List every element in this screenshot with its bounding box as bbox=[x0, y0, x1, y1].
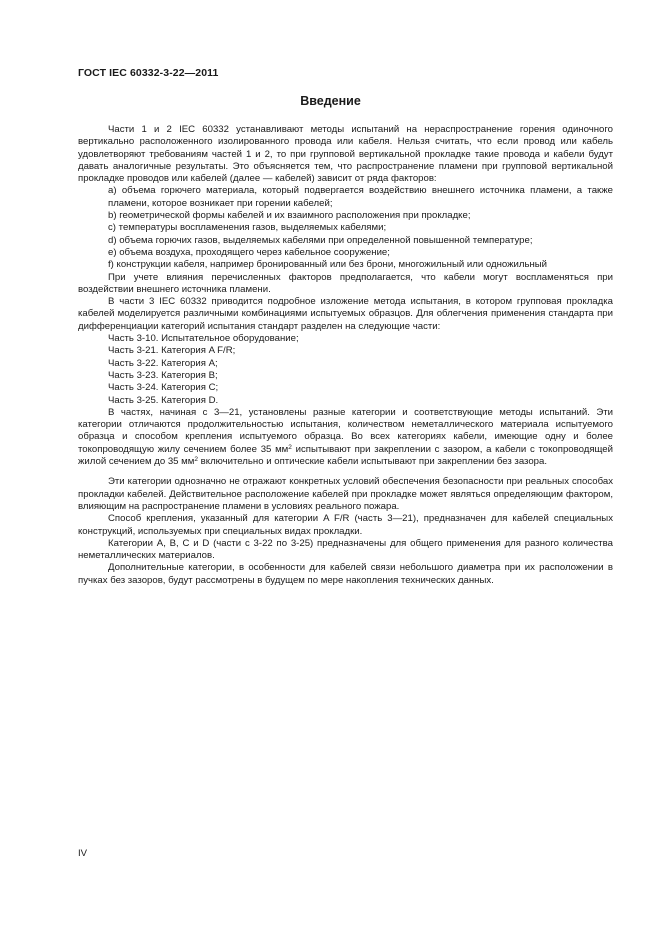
part-item-3-23: Часть 3-23. Категория В; bbox=[108, 369, 218, 381]
paragraph-intro: Части 1 и 2 IEC 60332 устанавливают методы испытаний на нераспространение горения одиночного вертикально расположенного изолированного провода или кабеля. Нельзя считать, что если провод или кабель удовлетворяют требованиям частей 1 и 2, то при групповой вертикальной прокладке такие провода и кабели будут давать аналогичные результаты. Это объясняется тем, что распространение пламени при групповой вертикальной прокладке проводов или кабелей (далее — кабелей) зависит от ряда факторов: bbox=[78, 124, 613, 185]
paragraph-additional: Дополнительные категории, в особенности для кабелей связи небольшого диаметра при их расположении в пучках без зазоров, будут рассмотрены в будущем по мере накопления технических данных. bbox=[78, 562, 613, 586]
factor-item-f: f) конструкции кабеля, например бронированный или без брони, многожильный или одножильный bbox=[108, 259, 548, 271]
part-item-3-24: Часть 3-24. Категория С; bbox=[108, 382, 219, 394]
categories-text-b: испытывают при закреплении с зазором, а кабели с токопроводящей жилой сечением до 35 мм bbox=[78, 443, 614, 468]
paragraph-fixing-method: Способ крепления, указанный для категории A F/R (часть 3—21), предназначен для кабелей специальных конструкций, используемых при специальных видах прокладки. bbox=[78, 513, 613, 537]
categories-text-a: В частях, начиная с 3—21, установлены разные категории и соответствующие методы испытаний. Эти категории отличаются продолжительностью испытания, количеством неметаллического материала испытуемого образца и способом крепления испытуемого образца. Во всех категориях кабели, имеющие одну и более токопроводящую жилу сечением более 35 мм bbox=[78, 406, 613, 455]
categories-text-c: включительно и оптические кабели испытывают при закреплении без зазора. bbox=[198, 456, 548, 468]
page-number: IV bbox=[78, 848, 88, 859]
factor-item-d: d) объема горючих газов, выделяемых кабелями при определенной повышенной температуре; bbox=[108, 234, 533, 246]
part-item-3-25: Часть 3-25. Категория D. bbox=[108, 394, 219, 406]
section-title: Введение bbox=[300, 94, 361, 108]
paragraph-safety: Эти категории однозначно не отражают конкретных условий обеспечения безопасности при реальных способах прокладки кабелей. Действительное расположение кабелей при прокладке может являться определяющим фактором, влияющим на распространение пламени в условиях реального пожара. bbox=[78, 476, 613, 512]
factor-item-a: а) объема горючего материала, который подвергается воздействию внешнего источника пламени, а также пламени, которое возникает при горении кабелей; bbox=[108, 185, 613, 209]
paragraph-factors-conclusion: При учете влияния перечисленных факторов предполагается, что кабели могут воспламеняться при воздействии внешнего источника пламени. bbox=[78, 271, 613, 295]
part-item-3-21: Часть 3-21. Категория A F/R; bbox=[108, 345, 236, 357]
part-item-3-22: Часть 3-22. Категория А; bbox=[108, 357, 218, 369]
superscript-squared: 2 bbox=[288, 443, 292, 451]
body-text bbox=[78, 124, 613, 587]
document-header: ГОСТ IEC 60332-3-22—2011 bbox=[78, 67, 219, 79]
paragraph-general-categories: Категории А, В, С и D (части с 3-22 по 3-25) предназначены для общего применения для разного количества неметаллических материалов. bbox=[78, 537, 613, 562]
factor-item-e: e) объема воздуха, проходящего через кабельное сооружение; bbox=[108, 246, 390, 258]
factor-item-c: c) температуры воспламенения газов, выделяемых кабелями; bbox=[108, 222, 387, 234]
superscript-squared: 2 bbox=[194, 456, 198, 464]
part-item-3-10: Часть 3-10. Испытательное оборудование; bbox=[108, 333, 299, 345]
factor-item-b: b) геометрической формы кабелей и их взаимного расположения при прокладке; bbox=[108, 210, 471, 222]
paragraph-categories bbox=[78, 407, 613, 468]
paragraph-part3: В части 3 IEC 60332 приводится подробное изложение метода испытания, в котором групповая прокладка кабелей моделируется различными комбинациями испытуемых образцов. Для облегчения применения стандарта при дифференциации категорий испытания стандарт разделен на следующие части: bbox=[78, 296, 613, 332]
